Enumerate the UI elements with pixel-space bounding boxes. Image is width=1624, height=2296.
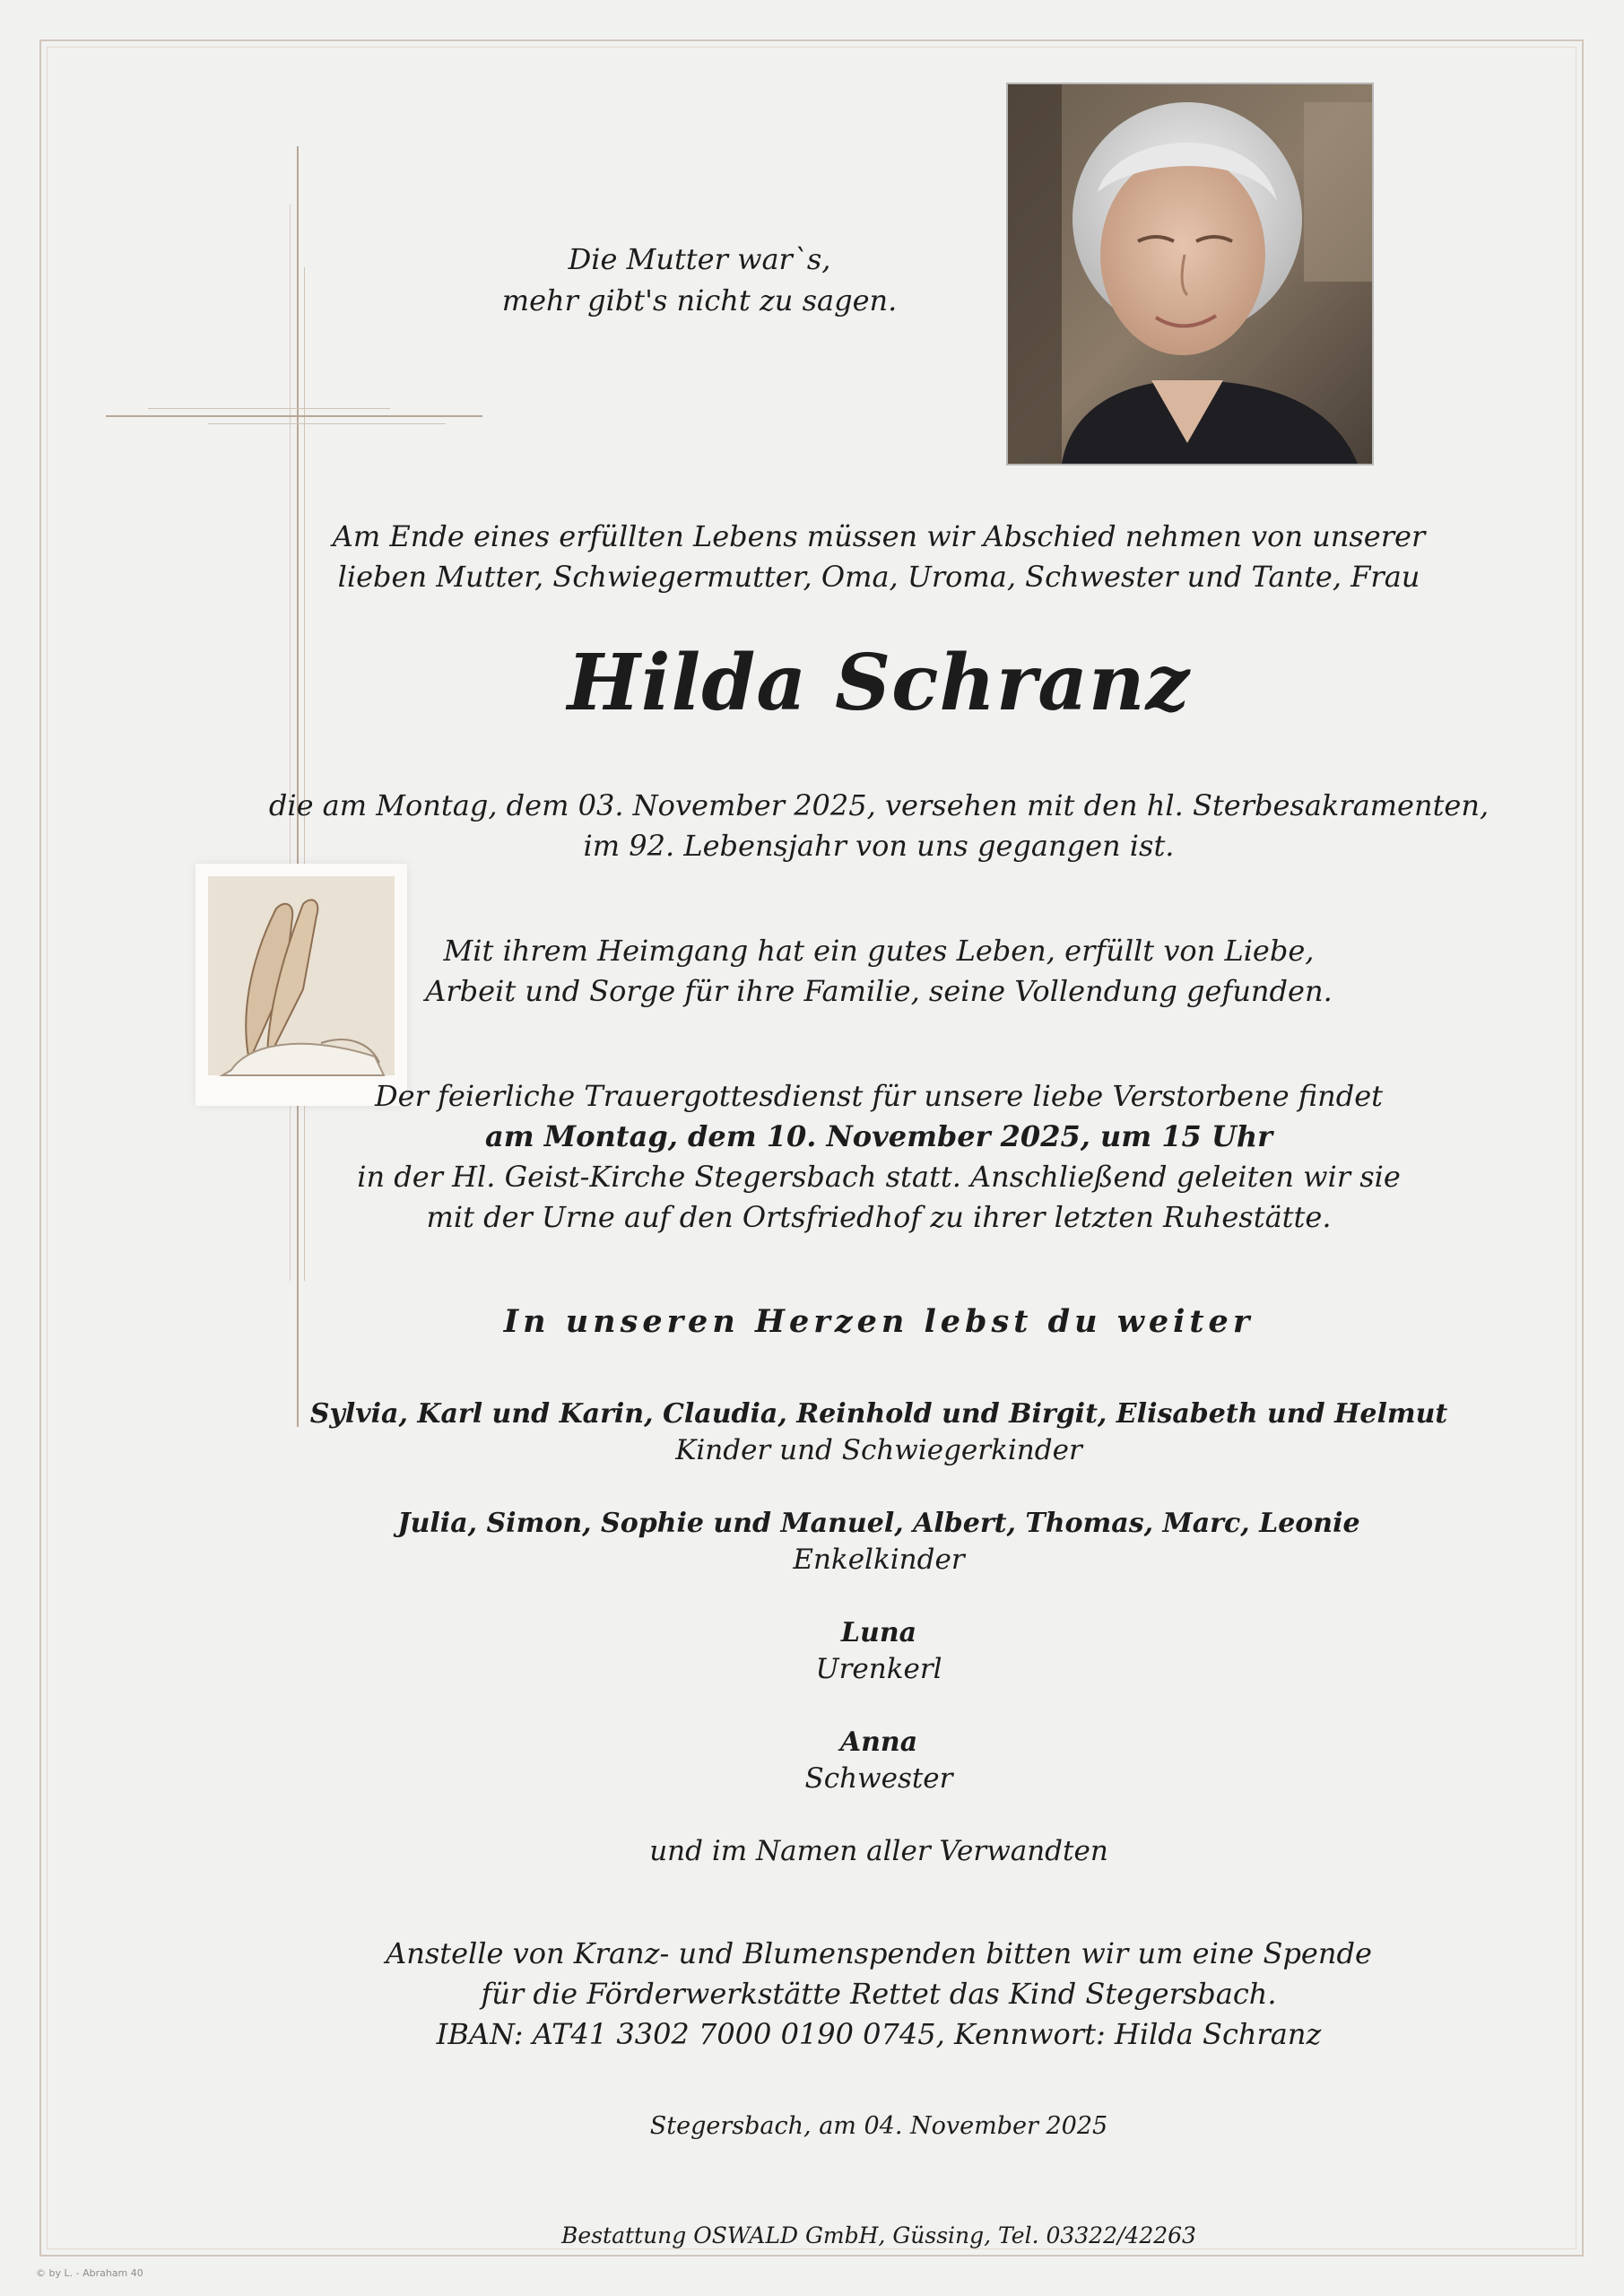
motto-line: Die Mutter war`s, xyxy=(568,242,831,276)
service-info xyxy=(251,1076,1507,1238)
family-names: Anna xyxy=(839,1726,918,1758)
motto-line: mehr gibt's nicht zu sagen. xyxy=(501,283,898,317)
service-date: am Montag, dem 10. November 2025, um 15 Uhr xyxy=(485,1119,1272,1153)
family-group xyxy=(251,1396,1507,1469)
tribute-text xyxy=(251,931,1507,1012)
family-names: Sylvia, Karl und Karin, Claudia, Reinhold und Birgit, Elisabeth und Helmut xyxy=(309,1398,1448,1430)
family-group xyxy=(251,1505,1507,1578)
family-role: Enkelkinder xyxy=(793,1544,965,1576)
tribute-line: Arbeit und Sorge für ihre Familie, seine Vollendung gefunden. xyxy=(425,974,1333,1008)
intro-line: Am Ende eines erfüllten Lebens müssen wir Abschied nehmen von unserer xyxy=(332,519,1426,553)
intro-line: lieben Mutter, Schwiegermutter, Oma, Uroma, Schwester und Tante, Frau xyxy=(337,560,1420,594)
family-role: Urenkerl xyxy=(815,1653,942,1685)
family-role: Schwester xyxy=(804,1762,953,1795)
donation-line: Anstelle von Kranz- und Blumenspenden bitten wir um eine Spende xyxy=(386,1936,1372,1970)
funeral-home: Bestattung OSWALD GmbH, Güssing, Tel. 03322/42263 xyxy=(561,2222,1196,2248)
relatives-line: und im Namen aller Verwandten xyxy=(649,1835,1108,1867)
family-names: Luna xyxy=(840,1617,917,1648)
family-group xyxy=(251,1614,1507,1688)
copyright-note: © by L. - Abraham 40 xyxy=(36,2267,143,2279)
death-line: im 92. Lebensjahr von uns gegangen ist. xyxy=(583,829,1175,863)
donation-line: IBAN: AT41 3302 7000 0190 0745, Kennwort: Hilda Schranz xyxy=(436,2017,1322,2051)
death-line: die am Montag, dem 03. November 2025, versehen mit den hl. Sterbesakramenten, xyxy=(268,788,1489,822)
family-group xyxy=(251,1724,1507,1797)
place-date: Stegersbach, am 04. November 2025 xyxy=(649,2112,1108,2140)
death-notice xyxy=(251,786,1507,866)
intro-text xyxy=(251,517,1507,597)
donation-line: für die Förderwerkstätte Rettet das Kind Stegersbach. xyxy=(481,1977,1277,2011)
service-line: Der feierliche Trauergottesdienst für unsere liebe Verstorbene findet xyxy=(374,1079,1384,1113)
tribute-line: Mit ihrem Heimgang hat ein gutes Leben, erfüllt von Liebe, xyxy=(443,934,1315,968)
heart-line: In unseren Herzen lebst du weiter xyxy=(503,1303,1255,1340)
donation-text xyxy=(251,1934,1507,2055)
family-role: Kinder und Schwiegerkinder xyxy=(675,1434,1082,1466)
motto xyxy=(395,239,1004,321)
family-names: Julia, Simon, Sophie und Manuel, Albert, Thomas, Marc, Leonie xyxy=(397,1508,1360,1539)
portrait-photo xyxy=(1006,83,1374,465)
service-line: mit der Urne auf den Ortsfriedhof zu ihrer letzten Ruhestätte. xyxy=(426,1200,1332,1234)
service-line: in der Hl. Geist-Kirche Stegersbach statt. Anschließend geleiten wir sie xyxy=(357,1160,1401,1194)
deceased-name: Hilda Schranz xyxy=(567,638,1191,728)
